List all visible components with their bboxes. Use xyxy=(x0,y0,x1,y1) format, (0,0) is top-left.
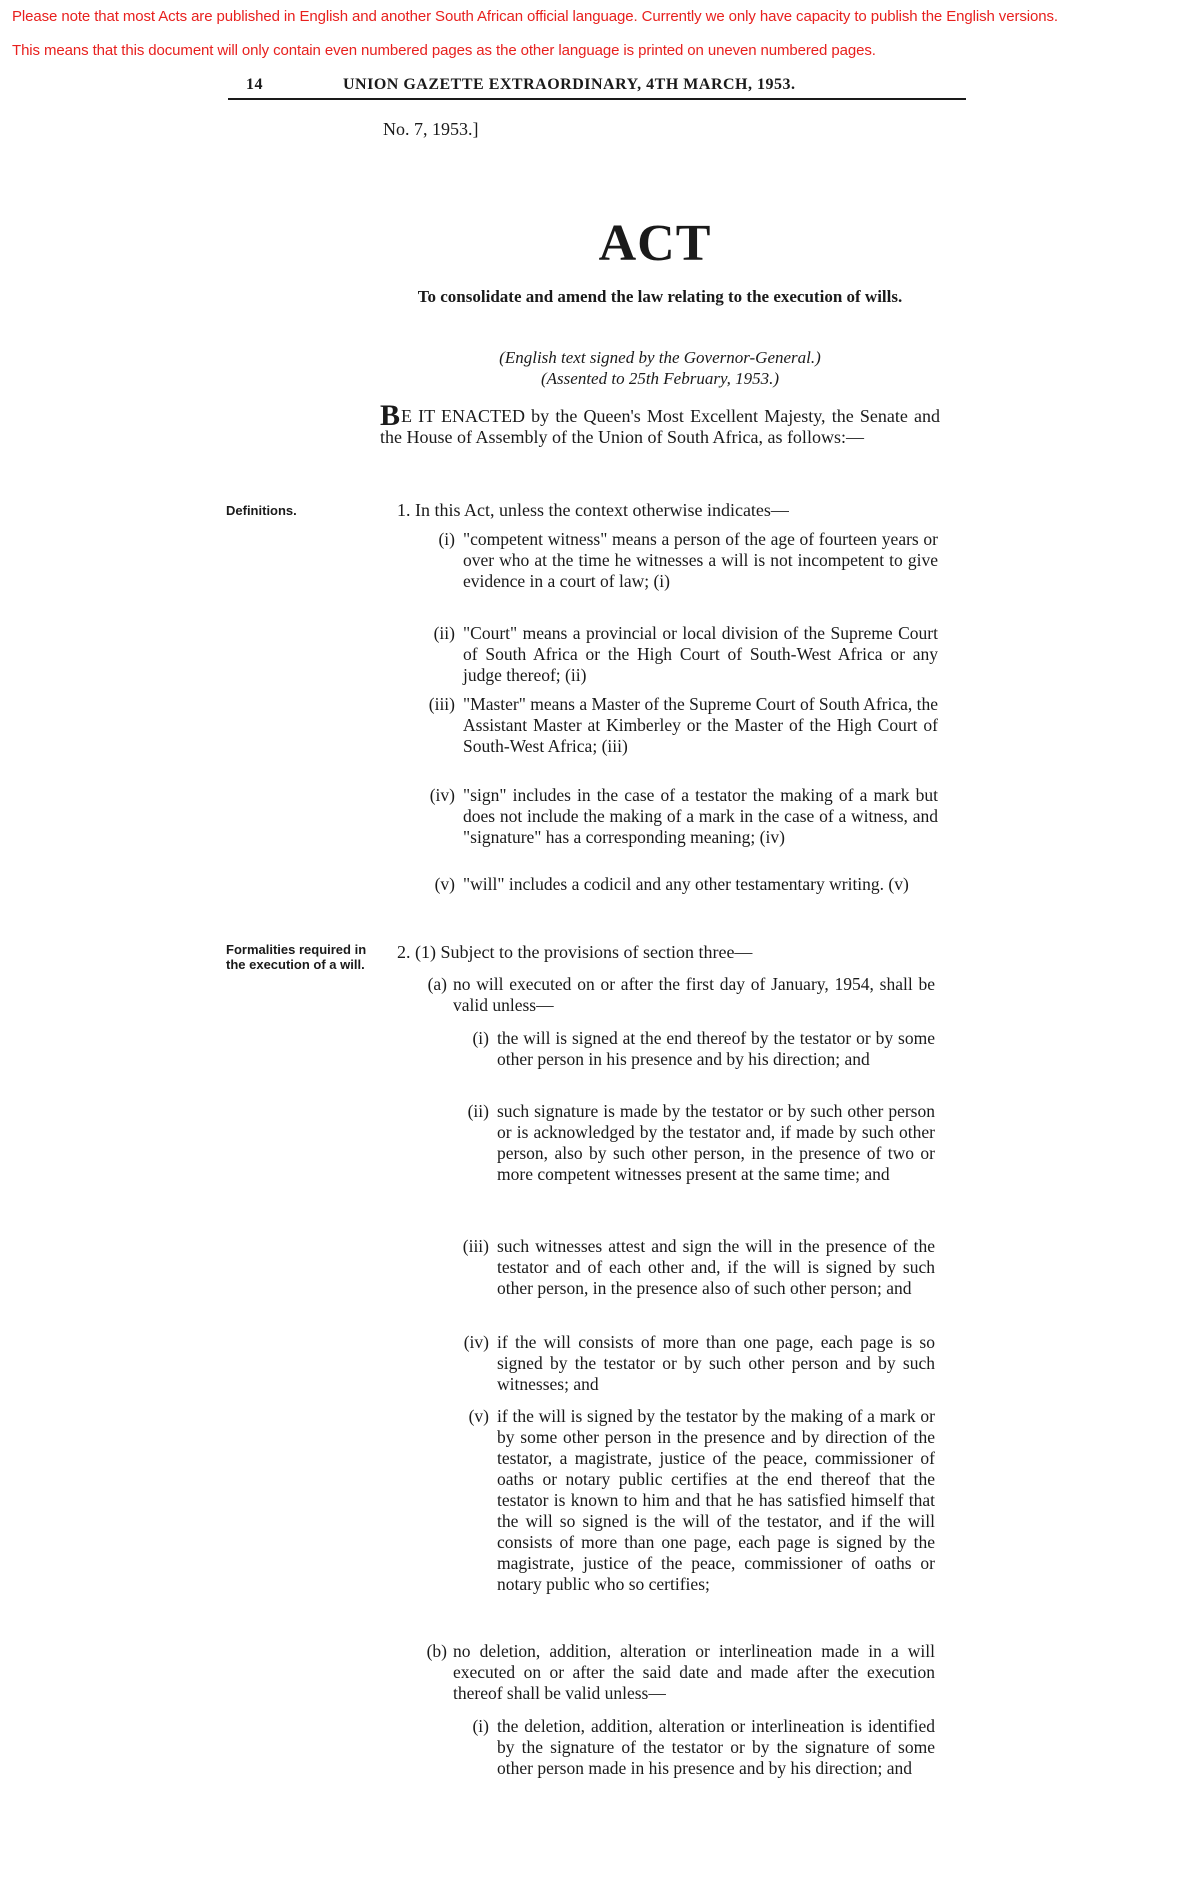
page-number: 14 xyxy=(246,76,263,93)
item-number: (i) xyxy=(438,529,455,549)
act-heading: ACT xyxy=(598,215,712,272)
item-number: (i) xyxy=(472,1028,489,1048)
paragraph-b-item-i xyxy=(472,1716,935,1779)
item-number: (v) xyxy=(468,1406,489,1426)
enacting-clause xyxy=(380,399,940,448)
item-text: "Court" means a provincial or local division of the Supreme Court of South Africa or the High Court of South-West Africa or any judge thereof; (ii) xyxy=(463,623,938,685)
gazette-running-head xyxy=(228,74,966,100)
item-text: the will is signed at the end thereof by the testator or by some other person in his presence and by his direction; and xyxy=(497,1028,935,1069)
paragraph-b xyxy=(426,1641,935,1704)
paragraph-a-item-iv xyxy=(463,1332,935,1395)
item-text: such witnesses attest and sign the will in the presence of the testator and of each other and, if the will is signed by such other person, in the presence also of such other person; and xyxy=(497,1236,935,1298)
definition-sign xyxy=(429,785,938,848)
publication-notice-line-2: This means that this document will only contain even numbered pages as the other language is printed on uneven numbered pages. xyxy=(12,42,876,59)
definition-will xyxy=(434,874,938,895)
item-number: (v) xyxy=(434,874,455,894)
item-number: (b) xyxy=(426,1641,447,1661)
act-long-title: To consolidate and amend the law relating to the execution of wills. xyxy=(417,287,903,306)
item-number: (i) xyxy=(472,1716,489,1736)
item-text: if the will is signed by the testator by the making of a mark or by some other person in the presence and by direction of the testator, a magistrate, justice of the peace, commissioner of oaths or notary public certifies at the end thereof that the testator is known to him and that he has satisfied himself that the will so signed is the will of the testator, and if the will consists of more than one page, each page is signed by the magistrate, justice of the peace, commissioner of oaths or notary public who so certifies; xyxy=(497,1406,935,1594)
item-text: "Master" means a Master of the Supreme Court of South Africa, the Assistant Master at Kimberley or the Master of the High Court of South-West Africa; (iii) xyxy=(463,694,939,756)
definition-court xyxy=(433,623,938,686)
item-text: "sign" includes in the case of a testator the making of a mark but does not include the making of a mark in the case of a witness, and "signature" has a corresponding meaning; (iv) xyxy=(463,785,938,847)
item-number: (iii) xyxy=(428,694,455,714)
paragraph-a-item-i xyxy=(472,1028,935,1070)
item-number: (iv) xyxy=(463,1332,489,1352)
gazette-title: UNION GAZETTE EXTRAORDINARY, 4TH MARCH, 1953. xyxy=(343,76,796,93)
paragraph-a xyxy=(427,974,935,1016)
item-number: (ii) xyxy=(467,1101,489,1121)
item-text: if the will consists of more than one page, each page is so signed by the testator or by such other person and by such witnesses; and xyxy=(497,1332,935,1394)
item-text: the deletion, addition, alteration or interlineation is identified by the signature of the testator or by the signature of some other person made in his presence and by his direction; and xyxy=(497,1716,935,1778)
paragraph-a-item-iii xyxy=(462,1236,935,1299)
item-text: "will" includes a codicil and any other testamentary writing. (v) xyxy=(463,874,909,894)
margin-note-definitions: Definitions. xyxy=(226,503,297,518)
publication-notice-line-1: Please note that most Acts are published in English and another South African official language. Currently we only have capacity to publish the English versions. xyxy=(12,8,1058,25)
definition-master xyxy=(428,694,939,757)
definition-competent-witness xyxy=(438,529,938,592)
item-number: (a) xyxy=(427,974,447,994)
item-text: "competent witness" means a person of the age of fourteen years or over who at the time he witnesses a will is not incompetent to give evidence in a court of law; (i) xyxy=(463,529,938,591)
item-text: no will executed on or after the first day of January, 1954, shall be valid unless— xyxy=(453,974,935,1015)
paragraph-a-item-ii xyxy=(467,1101,935,1185)
margin-note-formalities: Formalities required in the execution of a will. xyxy=(226,942,367,972)
section-2-intro: 2. (1) Subject to the provisions of section three— xyxy=(397,942,753,962)
assented-note: (Assented to 25th February, 1953.) xyxy=(541,369,779,388)
signed-note: (English text signed by the Governor-General.) xyxy=(499,348,821,367)
enacting-text: E IT ENACTED by the Queen's Most Excellent Majesty, the Senate and the House of Assembly of the Union of South Africa, as follows:— xyxy=(380,406,940,447)
act-number: No. 7, 1953.] xyxy=(383,119,479,139)
item-text: no deletion, addition, alteration or interlineation made in a will executed on or after the said date and made after the execution thereof shall be valid unless— xyxy=(453,1641,935,1703)
drop-cap: B xyxy=(380,399,401,432)
paragraph-a-item-v xyxy=(468,1406,935,1595)
item-number: (ii) xyxy=(433,623,455,643)
item-number: (iv) xyxy=(429,785,455,805)
item-text: such signature is made by the testator or by such other person or is acknowledged by the testator and, if made by such other person, also by such other person, in the presence of two or more competent witnesses present at the same time; and xyxy=(497,1101,935,1184)
section-1-intro: 1. In this Act, unless the context otherwise indicates— xyxy=(397,500,789,520)
item-number: (iii) xyxy=(462,1236,489,1256)
